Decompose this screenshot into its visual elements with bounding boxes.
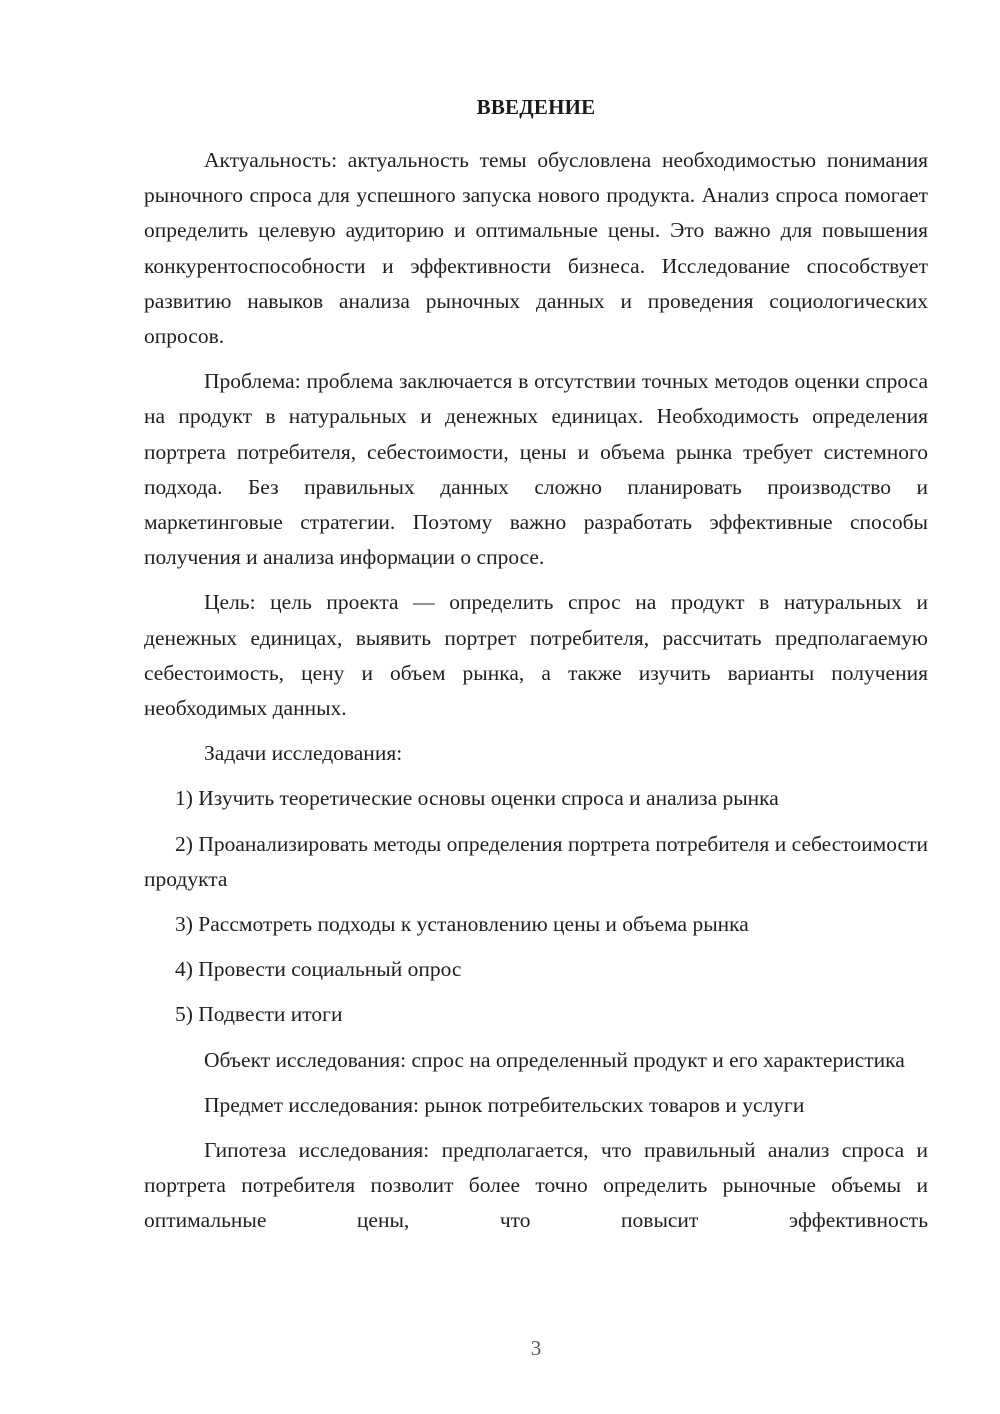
tasks-heading: Задачи исследования: xyxy=(204,741,403,766)
page-number: 3 xyxy=(530,1336,542,1360)
task-item-4: 4) Провести социальный опрос xyxy=(175,957,462,982)
task-item-2: 2) Проанализировать методы определения портрета потребителя и себестоимости продукта xyxy=(144,831,928,891)
task-item-5: 5) Подвести итоги xyxy=(175,1002,343,1027)
object-paragraph: Объект исследования: спрос на определенный продукт и его характеристика xyxy=(204,1047,905,1072)
page-title: ВВЕДЕНИЕ xyxy=(476,95,596,119)
goal-paragraph: Цель: цель проекта — определить спрос на продукт в натуральных и денежных единицах, выявить портрет потребителя, рассчитать предполагаемую себестоимость, цену и объем рынка, а также изучить варианты получения необходимых данных. xyxy=(144,590,928,721)
subject-paragraph: Предмет исследования: рынок потребительских товаров и услуги xyxy=(204,1092,805,1117)
hypothesis-paragraph: Гипотеза исследования: предполагается, что правильный анализ спроса и портрета потребителя позволит более точно определить рыночные объемы и оптимальные цены, что повысит эффективность xyxy=(144,1138,928,1233)
task-item-3: 3) Рассмотреть подходы к установлению цены и объема рынка xyxy=(175,912,749,937)
relevance-paragraph: Актуальность: актуальность темы обусловлена необходимостью понимания рыночного спроса для успешного запуска нового продукта. Анализ спроса помогает определить целевую аудиторию и оптимальные цены. Это важно для повышения конкурентоспособности и эффективности бизнеса. Исследование способствует развитию навыков анализа рыночных данных и проведения социологических опросов. xyxy=(144,148,928,349)
document-body xyxy=(144,143,928,1249)
problem-paragraph: Проблема: проблема заключается в отсутствии точных методов оценки спроса на продукт в натуральных и денежных единицах. Необходимость определения портрета потребителя, себестоимости, цены и объема рынка требует системного подхода. Без правильных данных сложно планировать производство и маркетинговые стратегии. Поэтому важно разработать эффективные способы получения и анализа информации о спросе. xyxy=(144,369,928,570)
task-item-1: 1) Изучить теоретические основы оценки спроса и анализа рынка xyxy=(175,786,779,811)
